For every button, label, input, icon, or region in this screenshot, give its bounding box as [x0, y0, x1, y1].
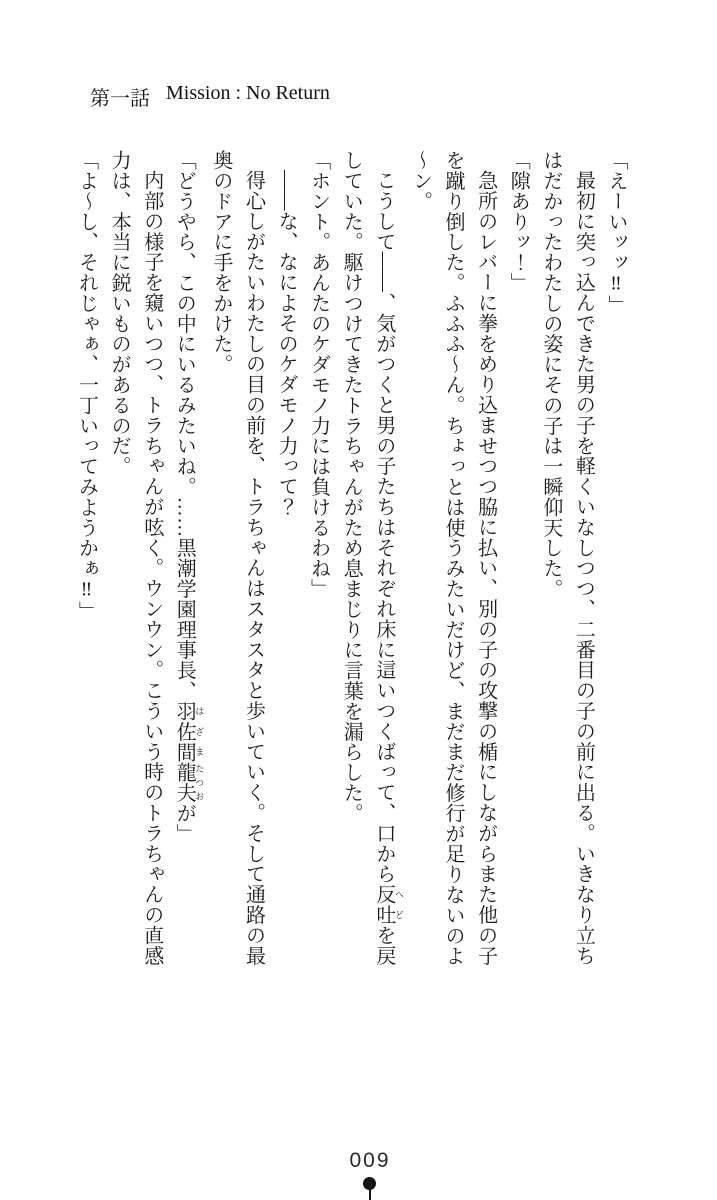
chapter-number: 第一話 [90, 88, 150, 110]
ruby-annotated-text: 羽佐間 はざま [173, 700, 205, 763]
marker-stem [369, 1188, 371, 1200]
paragraph: 「よ～し、それじゃぁ、一丁いってみようかぁ‼」 [75, 150, 98, 622]
paragraph: ――な、なによそのケダモノ力って？ [275, 170, 298, 517]
paragraph: こうして――、気がつくと男の子たちはそれぞれ床に這いつくばって、口から反吐 へどを戻していた。駆けつけてきたトラちゃんがため息まじりに言葉を漏らした。 [340, 150, 404, 966]
paragraph: 「隙ありッ！」 [507, 150, 530, 293]
paragraph: 得心しがたいわたしの目の前を、トラちゃんはスタスタと歩いていく。そして通路の最奥のドアに手をかけた。 [209, 150, 265, 966]
paragraph: 「えーいッッ‼」 [605, 150, 627, 316]
chapter-title: Mission : No Return [166, 82, 330, 104]
paragraph: 内部の様子を窺いつつ、トラちゃんが呟く。ウンウン。こういう時のトラちゃんの直感力は、本当に鋭いものがあるのだ。 [108, 150, 163, 966]
ruby-annotated-text: 反吐 へど [372, 884, 404, 925]
paragraph: 最初に突っ込んできた男の子を軽くいなしつつ、二番目の子の前に出る。いきなり立ちはだかったわたしの姿にその子は一瞬仰天した。 [539, 150, 595, 966]
ruby-annotated-text: 龍夫 たつお [173, 762, 205, 803]
body-text [76, 150, 632, 968]
paragraph: 急所のレバーに拳をめり込ませつつ脇に払い、別の子の攻撃の楯にしながらまた他の子を蹴り倒した。ふふふ～ん。ちょっとは使うみたいだけど、まだまだ修行が足りないのよ～ン。 [409, 150, 497, 966]
page-number: 009 [349, 1149, 391, 1172]
page-marker-icon [363, 1177, 376, 1200]
paragraph: 「ホント。あんたのケダモノ力には負けるわね」 [307, 150, 330, 599]
paragraph: 「どうやら、この中にいるみたいね。……黒潮学園理事長、羽佐間 はざま龍夫 たつおが」 [173, 150, 205, 844]
chapter-header [90, 82, 330, 111]
